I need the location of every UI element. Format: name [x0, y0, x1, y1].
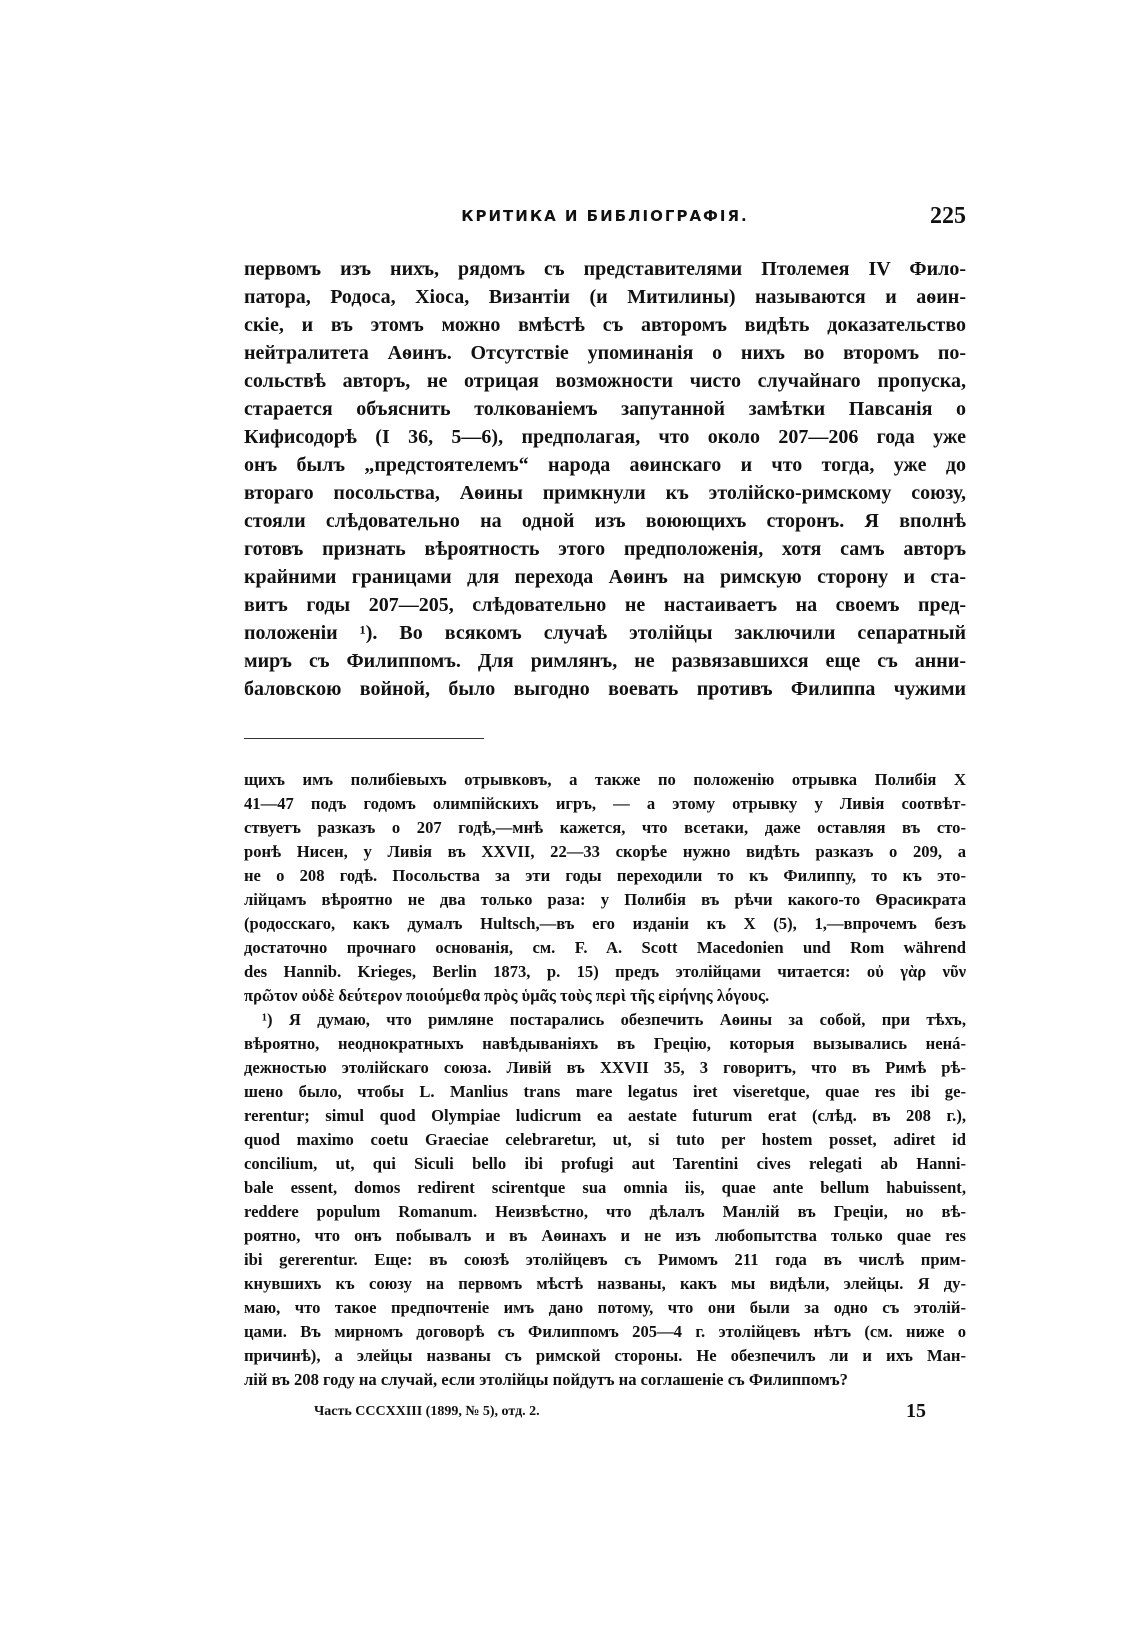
footnotes	[244, 768, 966, 1392]
text-line: сольствѣ авторъ, не отрицая возможности чисто случайнаго пропуска,	[244, 370, 966, 392]
text-line: миръ съ Филиппомъ. Для римлянъ, не развязавшихся еще съ анни-	[244, 650, 966, 672]
footnote-line: вѣроятно, неоднократныхъ навѣдываніяхъ въ Грецію, которыя вызывались ненá-	[244, 1034, 966, 1053]
footnote-continued	[244, 768, 966, 1008]
running-title: КРИТИКА И БИБЛІОГРАФІЯ.	[461, 207, 749, 225]
printer-signature: Часть CCCXXIII (1899, № 5), отд. 2.	[314, 1404, 540, 1419]
text-line: баловскою войной, было выгодно воевать противъ Филиппа чужими	[244, 678, 966, 700]
footnote-line: кнувшихъ къ союзу на первомъ мѣстѣ названы, какъ мы видѣли, элейцы. Я ду-	[244, 1274, 966, 1293]
text-line: крайними границами для перехода Аѳинъ на римскую сторону и ста-	[244, 566, 966, 588]
text-line: онъ былъ „предстоятелемъ“ народа аѳинскаго и что тогда, уже до	[244, 454, 966, 476]
running-header	[244, 203, 966, 239]
sheet-number: 15	[906, 1400, 926, 1422]
text-line: старается объяснить толкованіемъ запутанной замѣтки Павсанія о	[244, 398, 966, 420]
footnote-divider	[244, 738, 484, 739]
text-line: патора, Родоса, Хіоса, Византіи (и Митилины) называются и аѳин-	[244, 286, 966, 308]
footnote-line: quod maximo coetu Graeciae celebraretur, ut, si tuto per hostem posset, adiret id	[244, 1130, 966, 1149]
text-line: первомъ изъ нихъ, рядомъ съ представителями Птолемея IV Фило-	[244, 258, 966, 280]
footnote-line: concilium, ut, qui Siculi bello ibi profugi aut Tarentini cives relegati ab Hanni-	[244, 1154, 966, 1173]
footnote-line: щихъ имъ полибіевыхъ отрывковъ, а также по положенію отрывка Полибія X	[244, 770, 966, 789]
text-line: готовъ признать вѣроятность этого предположенія, хотя самъ авторъ	[244, 538, 966, 560]
footnote-line: (родосскаго, какъ думалъ Hultsch,—въ его изданіи къ X (5), 1,—впрочемъ безъ	[244, 914, 966, 933]
text-line: витъ годы 207—205, слѣдовательно не настаиваетъ на своемъ пред-	[244, 594, 966, 616]
footnote-line: πρῶτον οὐδὲ δεύτερον ποιούμεθα πρὸς ὑμᾶς τοὺς περὶ τῆς εἰρήνης λόγους.	[244, 986, 770, 1005]
footnote-line: rerentur; simul quod Olympiae ludicrum ea aestate futurum erat (слѣд. въ 208 г.),	[244, 1106, 966, 1125]
footnote-line: ¹) Я думаю, что римляне постарались обезпечить Аѳины за собой, при тѣхъ,	[262, 1010, 966, 1029]
footnote-line: шено было, чтобы L. Manlius trans mare legatus iret viseretque, quae res ibi ge-	[244, 1082, 966, 1101]
footnote-line: reddere populum Romanum. Неизвѣстно, что дѣлалъ Манлій въ Греціи, но вѣ-	[244, 1202, 966, 1221]
footnote-line: цами. Въ мирномъ договорѣ съ Филиппомъ 205—4 г. этолійцевъ нѣтъ (см. ниже о	[244, 1322, 966, 1341]
footnote-line: маю, что такое предпочтеніе имъ дано потому, что они были за одно съ этолій-	[244, 1298, 966, 1317]
footnote-line: достаточно прочнаго основанія, см. F. A. Scott Macedonien und Rom während	[244, 938, 966, 957]
footnote-line: лій въ 208 году на случай, если этолійцы пойдутъ на соглашеніе съ Филиппомъ?	[244, 1370, 848, 1389]
footnote-line: ibi gererentur. Еще: въ союзѣ этолійцевъ съ Римомъ 211 года въ числѣ прим-	[244, 1250, 966, 1269]
footnote-1	[244, 1008, 966, 1392]
page-footer	[244, 1400, 966, 1430]
text-line: Кифисодорѣ (I 36, 5—6), предполагая, что около 207—206 года уже	[244, 426, 966, 448]
text-line: скіе, и въ этомъ можно вмѣстѣ съ авторомъ видѣть доказательство	[244, 314, 966, 336]
main-text	[244, 255, 966, 703]
page-number: 225	[930, 203, 966, 229]
footnote-line: лійцамъ вѣроятно не два только раза: у Полибія въ рѣчи какого-то Ѳрасикрата	[244, 890, 966, 909]
text-line: нейтралитета Аѳинъ. Отсутствіе упоминанія о нихъ во второмъ по-	[244, 342, 966, 364]
text-line: положеніи ¹). Во всякомъ случаѣ этолійцы заключили сепаратный	[244, 622, 966, 644]
footnote-line: причинѣ), а элейцы названы съ римской стороны. Не обезпечилъ ли и ихъ Ман-	[244, 1346, 966, 1365]
footnote-line: роятно, что онъ побывалъ и въ Аѳинахъ и не изъ любопытства только quae res	[244, 1226, 966, 1245]
footnote-line: ствуетъ разказъ о 207 годѣ,—мнѣ кажется, что всетаки, даже оставляя въ сто-	[244, 818, 966, 837]
footnote-line: ронѣ Нисен, у Ливія въ XXVII, 22—33 скорѣе нужно видѣть разказъ о 209, а	[244, 842, 966, 861]
footnote-line: дежностью этолійскаго союза. Ливій въ XXVII 35, 3 говоритъ, что въ Римѣ рѣ-	[244, 1058, 966, 1077]
footnote-line: des Hannib. Krieges, Berlin 1873, p. 15) предъ этолійцами читается: οὐ γὰρ νῦν	[244, 962, 966, 981]
footnote-line: 41—47 подъ годомъ олимпійскихъ игръ, — а этому отрывку у Ливія соотвѣт-	[244, 794, 966, 813]
text-line: стояли слѣдовательно на одной изъ воюющихъ сторонъ. Я вполнѣ	[244, 510, 966, 532]
footnote-line: не о 208 годѣ. Посольства за эти годы переходили то къ Филиппу, то къ это-	[244, 866, 966, 885]
text-line: втораго посольства, Аѳины примкнули къ этолійско-римскому союзу,	[244, 482, 966, 504]
footnote-line: bale essent, domos redirent scirentque sua omnia iis, quae ante bellum habuissent,	[244, 1178, 966, 1197]
